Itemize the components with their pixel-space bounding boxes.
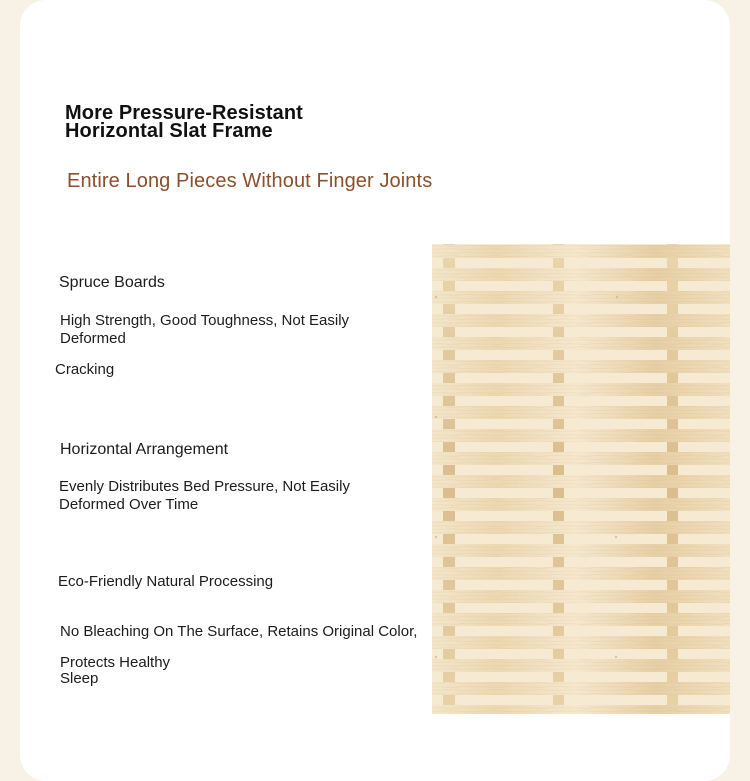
slats (432, 245, 730, 714)
feature-text-spruce-line-2: Deformed (60, 330, 126, 347)
feature-text-horizontal-line-2: Deformed Over Time (59, 496, 199, 513)
feature-heading-eco: Eco-Friendly Natural Processing (58, 573, 274, 590)
feature-heading-horizontal: Horizontal Arrangement (60, 441, 229, 458)
page-title-line-1: More Pressure-Resistant (65, 102, 303, 124)
product-card (20, 0, 730, 781)
feature-text-eco-line-3: Sleep (60, 670, 99, 687)
feature-text-eco-line-2: Protects Healthy (60, 654, 171, 671)
feature-text-spruce-line-1: High Strength, Good Toughness, Not Easily (60, 312, 350, 329)
feature-list (20, 0, 440, 781)
feature-text-eco-line-1: No Bleaching On The Surface, Retains Original Color, (60, 623, 418, 640)
page-subtitle: Entire Long Pieces Without Finger Joints (67, 170, 433, 192)
feature-heading-spruce: Spruce Boards (59, 274, 165, 291)
slat-frame-illustration (432, 244, 730, 714)
slat-frame-image (432, 244, 730, 714)
page-title-line-2: Horizontal Slat Frame (65, 120, 273, 142)
feature-text-spruce-line-3: Cracking (55, 361, 115, 378)
feature-text-horizontal-line-1: Evenly Distributes Bed Pressure, Not Easily (59, 478, 350, 495)
